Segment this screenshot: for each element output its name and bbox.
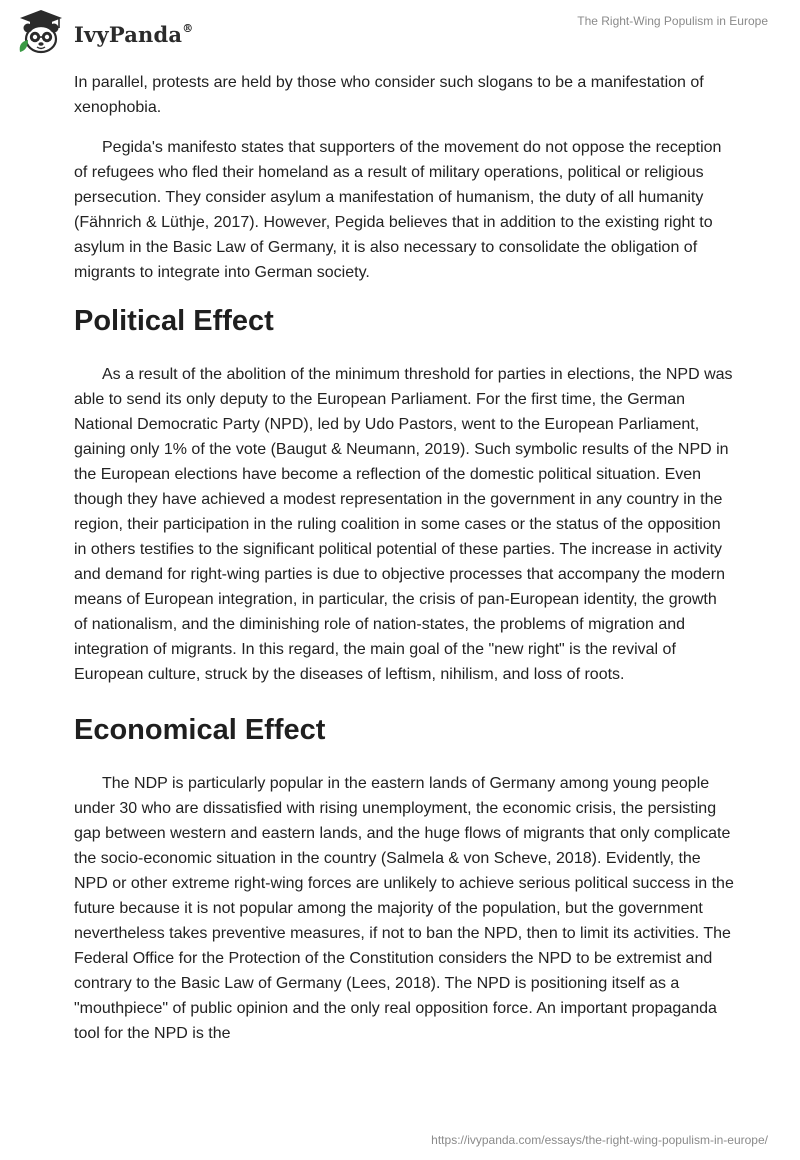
page-header — [0, 0, 800, 64]
paragraph-economical: The NDP is particularly popular in the eastern lands of Germany among young people under 30 who are dissatisfied with rising unemployment, the economic crisis, the persisting gap between western and eastern lands, and the huge flows of migrants that only complicate the socio-economic situation in the country (Salmela & von Scheve, 2018). Evidently, the NPD or other extreme right-wing forces are unlikely to achieve serious political success in the future because it is not popular among the majority of the population, but the government nevertheless takes preventive measures, if not to ban the NPD, then to limit its activities. The Federal Office for the Protection of the Constitution considers the NPD to be extremist and contrary to the Basic Law of Germany (Lees, 2018). The NPD is positioning itself as a "mouthpiece" of public opinion and the only real opposition force. An important propaganda tool for the NPD is the — [74, 775, 734, 1042]
heading-economical-effect: Economical Effect — [74, 714, 326, 746]
panda-graduate-icon — [14, 8, 68, 56]
brand-logo[interactable] — [14, 8, 193, 56]
paragraph-intro: In parallel, protests are held by those who consider such slogans to be a manifestation of xenophobia. — [74, 74, 704, 116]
brand-name: IvyPanda® — [74, 21, 194, 47]
heading-political-effect: Political Effect — [74, 305, 274, 337]
paragraph-pegida: Pegida's manifesto states that supporters of the movement do not oppose the reception of refugees who fled their homeland as a result of military operations, political or religious persecution. They consider asylum a manifestation of humanism, the duty of all humanity (Fähnrich & Lüthje, 2017). However, Pegida believes that in addition to the existing right to asylum in the Basic Law of Germany, it is also necessary to consolidate the obligation of migrants to integrate into German society. — [74, 139, 722, 281]
paragraph-political: As a result of the abolition of the minimum threshold for parties in elections, the NPD was able to send its only deputy to the European Parliament. For the first time, the German National Democratic Party (NPD), led by Udo Pastors, went to the European Parliament, gaining only 1% of the vote (Baugut & Neumann, 2019). Such symbolic results of the NPD in the European elections have become a reflection of the domestic political situation. Even though they have achieved a modest representation in the government in any country in the region, their participation in the ruling coalition in some cases or the status of the opposition in others testifies to the significant political potential of these parties. The increase in activity and demand for right-wing parties is due to objective processes that accompany the modern means of European integration, in particular, the crisis of pan-European identity, the growth of nationalism, and the diminishing role of nation-states, the problems of migration and integration of migrants. In this regard, the main goal of the "new right" is the revival of European culture, struck by the diseases of leftism, nihilism, and loss of roots. — [74, 366, 733, 683]
essay-body — [74, 70, 734, 1046]
document-title: The Right-Wing Populism in Europe — [577, 14, 768, 28]
source-url[interactable]: https://ivypanda.com/essays/the-right-wing-populism-in-europe/ — [431, 1133, 768, 1147]
